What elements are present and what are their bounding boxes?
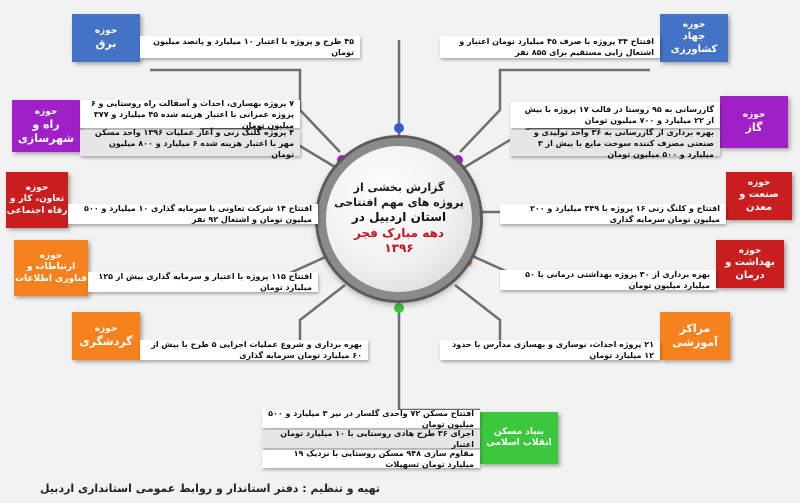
domain-electricity-kicker: حوزه xyxy=(94,25,118,36)
domain-roads-kicker: حوزه xyxy=(34,106,58,117)
central-title-hub xyxy=(318,138,480,300)
domain-industry-name: صنعت و معدن xyxy=(739,189,779,213)
domain-roads-item-2: ۴ پروژه کلنگ زنی و آغاز عملیات ۱۳۹۶ واحد مسکن مهر با اعتبار هزینه شده ۶ میلیارد و ۸۰۰ میلیون تومان xyxy=(80,130,300,156)
domain-ict-item-1: افتتاح ۱۱۵ پروژه با اعتبار و سرمایه گذاری بیش از ۱۲۵ میلیارد تومان xyxy=(88,272,318,292)
hub-line-4: دهه مبارک فجر xyxy=(353,225,445,240)
domain-electricity-name: برق xyxy=(95,36,117,50)
domain-housing-item-3: مقاوم سازی ۹۴۸ مسکن روستایی با نزدیک ۱۹ میلیارد تومان تسهیلات xyxy=(262,450,480,468)
domain-education-box xyxy=(660,312,730,360)
domain-health-item-1: بهره برداری از ۳۰ پروژه بهداشتی درمانی با ۵۰ میلیارد میلیون تومان xyxy=(500,270,716,290)
domain-welfare-name: تعاون، کار و رفاه اجتماعی xyxy=(6,194,68,216)
domain-education-item-1: ۲۱ پروژه احداث، نوسازی و بهسازی مدارس با حدود ۱۲ میلیارد تومان xyxy=(440,340,660,360)
domain-ict-box xyxy=(14,240,88,296)
domain-agriculture-kicker: حوزه xyxy=(682,19,706,30)
domain-industry-kicker: حوزه xyxy=(747,177,771,188)
domain-roads-box xyxy=(12,100,80,152)
domain-roads-name: راه و شهرسازی xyxy=(17,117,75,145)
hub-line-5: ۱۳۹۶ xyxy=(384,241,414,256)
domain-ict-name: ارتباطات و فناوری اطلاعات xyxy=(14,262,88,284)
domain-housing-item-1: افتتاح مسکن ۷۲ واحدی گلسار در نیر ۳ میلیارد و ۵۰۰ میلیون تومان xyxy=(262,410,480,428)
domain-gas-box xyxy=(720,96,788,148)
domain-health-box xyxy=(716,240,784,288)
domain-education-name: مراکز آموزشی xyxy=(672,322,718,349)
domain-tourism-box xyxy=(72,312,140,360)
hub-line-2: پروژه های مهم افتتاحی xyxy=(334,195,464,209)
domain-housing-item-2: اجرای ۳۶ طرح هادی روستایی با ۱۰ میلیارد تومان اعتبار xyxy=(262,430,480,448)
domain-tourism-kicker: حوزه xyxy=(94,323,118,334)
hub-dot-top xyxy=(394,123,404,133)
domain-gas-kicker: حوزه xyxy=(742,109,766,120)
domain-gas-name: گاز xyxy=(745,120,763,134)
domain-welfare-item-1: افتتاح ۱۴ شرکت تعاونی با سرمایه گذاری ۱۰ میلیارد و ۵۰۰ میلیون تومان و اشتغال ۹۲ نفر xyxy=(68,204,318,224)
domain-housing-name: بنیاد مسکن انقلاب اسلامی xyxy=(486,426,552,448)
domain-industry-item-1: افتتاح و کلنگ زنی ۱۶ پروژه با ۳۴۹ میلیارد و ۲۰۰ میلیون تومان سرمایه گذاری xyxy=(500,204,726,224)
domain-agriculture-item-1: افتتاح ۳۴ پروژه با صرف ۴۵ میلیارد تومان اعتبار و اشتغال زایی مستقیم برای ۸۵۵ نفر xyxy=(440,36,660,58)
hub-dot-bottom xyxy=(394,303,404,313)
domain-gas-item-2: بهره برداری از گازرسانی به ۳۶ واحد تولیدی و صنعتی مصرف کننده سوخت مایع با بیش از ۳ میلیارد و ۵۰۰ میلیون تومان xyxy=(510,130,720,156)
domain-tourism-name: گردشگری xyxy=(79,334,133,348)
domain-welfare-kicker: حوزه xyxy=(25,183,49,194)
domain-gas-item-1: گازرسانی به ۹۵ روستا در قالب ۱۷ پروژه با بیش از ۲۲ میلیارد و ۷۰۰ میلیون تومان xyxy=(510,102,720,128)
domain-housing-box xyxy=(480,412,558,464)
hub-line-1: گزارش بخشی از xyxy=(353,181,445,195)
footer-credit: تهیه و تنظیم : دفتر استاندار و روابط عمومی استانداری اردبیل xyxy=(40,482,380,495)
domain-tourism-item-1: بهره برداری و شروع عملیات اجرایی ۵ طرح با بیش از ۶۰ میلیارد تومان سرمایه گذاری xyxy=(140,340,368,360)
domain-health-kicker: حوزه xyxy=(738,245,762,256)
domain-electricity-item-1: ۴۵ طرح و پروژه با اعتبار ۱۰ میلیارد و پانصد میلیون تومان xyxy=(140,36,360,58)
domain-agriculture-name: جهاد کشاورزی xyxy=(670,31,718,55)
domain-electricity-box xyxy=(72,14,140,62)
domain-ict-kicker: حوزه xyxy=(39,251,63,262)
domain-roads-item-1: ۷ پروژه بهسازی، احداث و آسفالت راه روستایی و ۶ پروژه عمرانی با اعتبار هزینه شده ۴۵ میلیارد و ۳۷۷ میلیون تومان xyxy=(80,100,300,128)
domain-health-name: بهداشت و درمان xyxy=(725,257,775,281)
domain-industry-box xyxy=(726,172,792,220)
domain-welfare-box xyxy=(6,172,68,228)
domain-agriculture-box xyxy=(660,14,728,62)
hub-line-3: استان اردبیل در xyxy=(351,209,447,224)
